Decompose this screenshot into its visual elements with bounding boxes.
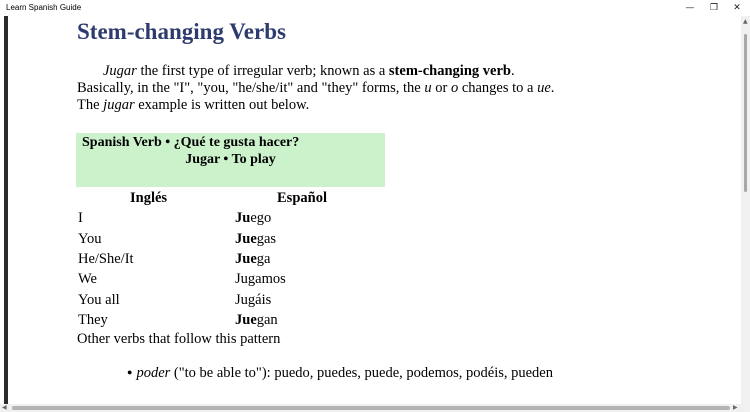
verb-box-title: Spanish Verb • ¿Qué te gusta hacer? [82,135,300,150]
horizontal-scroll-thumb[interactable] [12,406,730,410]
minimize-button[interactable]: — [685,3,695,13]
scroll-right-icon[interactable]: ▶ [733,404,738,411]
table-row-english: You [78,231,102,247]
scroll-up-icon[interactable]: ▲ [743,18,748,25]
list-item: ● poder ("to be able to"): puedo, puedes, puede, podemos, podéis, pueden [127,365,553,381]
table-row-spanish: Jugáis [235,292,272,308]
other-verbs-label: Other verbs that follow this pattern [77,331,281,347]
intro-verb: Jugar [103,63,137,79]
vertical-scroll-thumb[interactable] [744,34,747,192]
scroll-left-icon[interactable]: ◀ [2,404,7,411]
table-row-english: He/She/It [78,251,134,267]
bullet-icon: ● [127,367,133,377]
title-bar [0,0,750,16]
page-title: Stem-changing Verbs [77,19,286,44]
close-button[interactable]: ✕ [733,3,741,13]
horizontal-scrollbar[interactable] [0,404,750,412]
table-header-spanish: Español [277,190,327,206]
table-row-english: You all [78,292,120,308]
verb-header-box [76,133,385,187]
table-row-english: I [78,210,83,226]
table-row-spanish: Juegas [235,231,277,247]
vertical-scrollbar[interactable] [741,16,750,404]
table-row-spanish: Juegan [235,312,278,328]
table-row-english: We [78,271,97,287]
maximize-button[interactable]: ❐ [709,3,719,13]
verb-box-subtitle: Jugar • To play [185,152,276,167]
app-title: Learn Spanish Guide [6,3,82,12]
left-accent-bar [4,16,8,404]
intro-paragraph: Jugar the first type of irregular verb; known as a stem-changing verb. Basically, in the "I", "you, "he/she/it" and "they" forms, the u or o changes to a ue. The jugar example is written out below. [77,63,555,113]
table-row-spanish: Juega [235,251,271,267]
bold-term: stem-changing verb [388,63,511,79]
table-row-english: They [78,312,108,328]
table-row-spanish: Jugamos [235,271,286,287]
table-header-english: Inglés [130,190,168,206]
table-row-spanish: Juego [235,210,272,226]
